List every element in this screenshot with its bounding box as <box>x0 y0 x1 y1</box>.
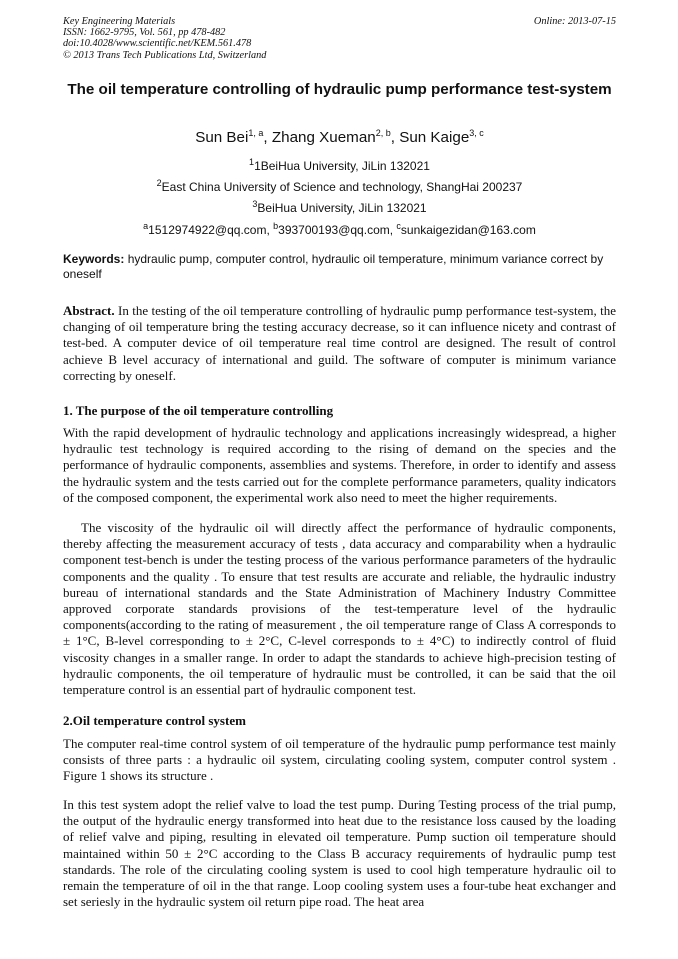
author-superscript: 2, b <box>375 128 391 138</box>
affiliation-text: 1BeiHua University, JiLin 132021 <box>254 159 430 173</box>
author-line <box>63 123 616 148</box>
email-a: 1512974922@qq.com, <box>148 223 274 237</box>
author-name: Sun Bei <box>195 129 249 147</box>
email-superscript: b <box>273 221 279 231</box>
affiliation-text: BeiHua University, JiLin 132021 <box>257 201 427 215</box>
author-name: Zhang Xueman <box>271 129 376 147</box>
abstract-label: Abstract. <box>63 303 115 318</box>
abstract <box>63 303 616 384</box>
journal-header <box>63 16 616 61</box>
section-1-paragraph-1: With the rapid development of hydraulic technology and applications increasingly widespread, a higher hydraulic test technology is required according to the rising of demand on the species and the performance of hydraulic components, assemblies and systems. Therefore, in order to identify and assess the hydraulic system and the tests carried out for the complete performance parameters, quality indicators of the composed component, the experimental work also need to meet the higher requirements. <box>63 425 616 505</box>
author-separator: , <box>390 129 400 147</box>
author-separator: , <box>263 129 272 147</box>
affiliation-superscript: 2 <box>156 178 162 188</box>
section-1-heading: 1. The purpose of the oil temperature controlling <box>63 403 334 418</box>
affiliation-superscript: 1 <box>249 157 255 167</box>
author-superscript: 3, c <box>469 128 484 138</box>
author-superscript: 1, a <box>248 128 264 138</box>
doi-line: doi:10.4028/www.scientific.net/KEM.561.478 <box>63 38 252 50</box>
email-c: sunkaigezidan@163.com <box>400 223 536 237</box>
affiliation-3 <box>63 197 616 216</box>
affiliation-superscript: 3 <box>252 199 258 209</box>
section-1-paragraph-2: The viscosity of the hydraulic oil will directly affect the performance of hydraulic components, thereby affecting the measurement accuracy of tests , data accuracy and comparability when a hydraulic component test-bench is under the testing process of the various performance parameters of the hydraulic components and the quality . To ensure that test results are accurate and reliable, the hydraulic industry bureau of international standards and the State Administration of Machinery Industry Committee approved corporate standards provisions of the test-temperature level of the hydraulic components(according to the rating of measurement , the oil temperature range of Class A corresponds to ± 1°C, B-level corresponding to ± 2°C, C-level corresponds to ± 4°C) to indirectly control of fluid viscosity changes in a smaller range. In order to adapt the standards to achieve high-precision testing of hydraulic components, the oil temperature of hydraulic must be controlled, it can be said that the oil temperature control is an essential part of hydraulic component test. <box>63 520 616 698</box>
email-line <box>63 219 616 238</box>
keywords <box>63 252 616 282</box>
journal-name: Key Engineering Materials <box>63 16 176 27</box>
section-2-heading: 2.Oil temperature control system <box>63 713 246 728</box>
issn-line: ISSN: 1662-9795, Vol. 561, pp 478-482 <box>63 27 226 39</box>
abstract-text: In the testing of the oil temperature controlling of hydraulic pump performance test-system, the changing of oil temperature bring the testing accuracy decrease, so it can influence nicety and contrast of test-bed. A computer device of oil temperature real time control are designed. The result of control achieve B level accuracy of international and guild. The software of computer is minimum variance correcting by oneself. <box>63 303 616 383</box>
paper-title: The oil temperature controlling of hydraulic pump performance test-system <box>67 81 612 98</box>
keywords-text: hydraulic pump, computer control, hydraulic oil temperature, minimum variance correct by oneself <box>63 252 604 281</box>
copyright-line: © 2013 Trans Tech Publications Ltd, Switzerland <box>63 49 267 61</box>
online-date: Online: 2013-07-15 <box>533 16 616 27</box>
author-name: Sun Kaige <box>399 129 470 147</box>
email-b: 393700193@qq.com, <box>278 223 397 237</box>
keywords-label: Keywords: <box>63 252 125 266</box>
section-2-paragraph-2: In this test system adopt the relief valve to load the test pump. During Testing process of the trial pump, the output of the hydraulic energy transformed into heat due to the resistance loss caused by the loading of relief valve and piping, resulting in elevated oil temperature. Pump suction oil temperature should maintained within 50 ± 2°C according to the Class B accuracy requirements of hydraulic pump test standards. The role of the circulating cooling system is used to cool high temperature hydraulic oil to remain the temperature of oil in the that range. Loop cooling system uses a four-tube heat exchanger and set seriesly in the hydraulic system oil return pipe road. The heat area <box>63 797 616 910</box>
email-superscript: c <box>396 221 401 231</box>
affiliation-1 <box>63 155 616 174</box>
affiliation-text: East China University of Science and technology, ShangHai 200237 <box>161 180 523 194</box>
email-superscript: a <box>143 221 149 231</box>
affiliation-2 <box>63 176 616 195</box>
section-2-paragraph-1: The computer real-time control system of oil temperature of the hydraulic pump performance test mainly consists of three parts : a hydraulic oil system, circulating cooling system, computer control system . Figure 1 shows its structure . <box>63 736 616 784</box>
